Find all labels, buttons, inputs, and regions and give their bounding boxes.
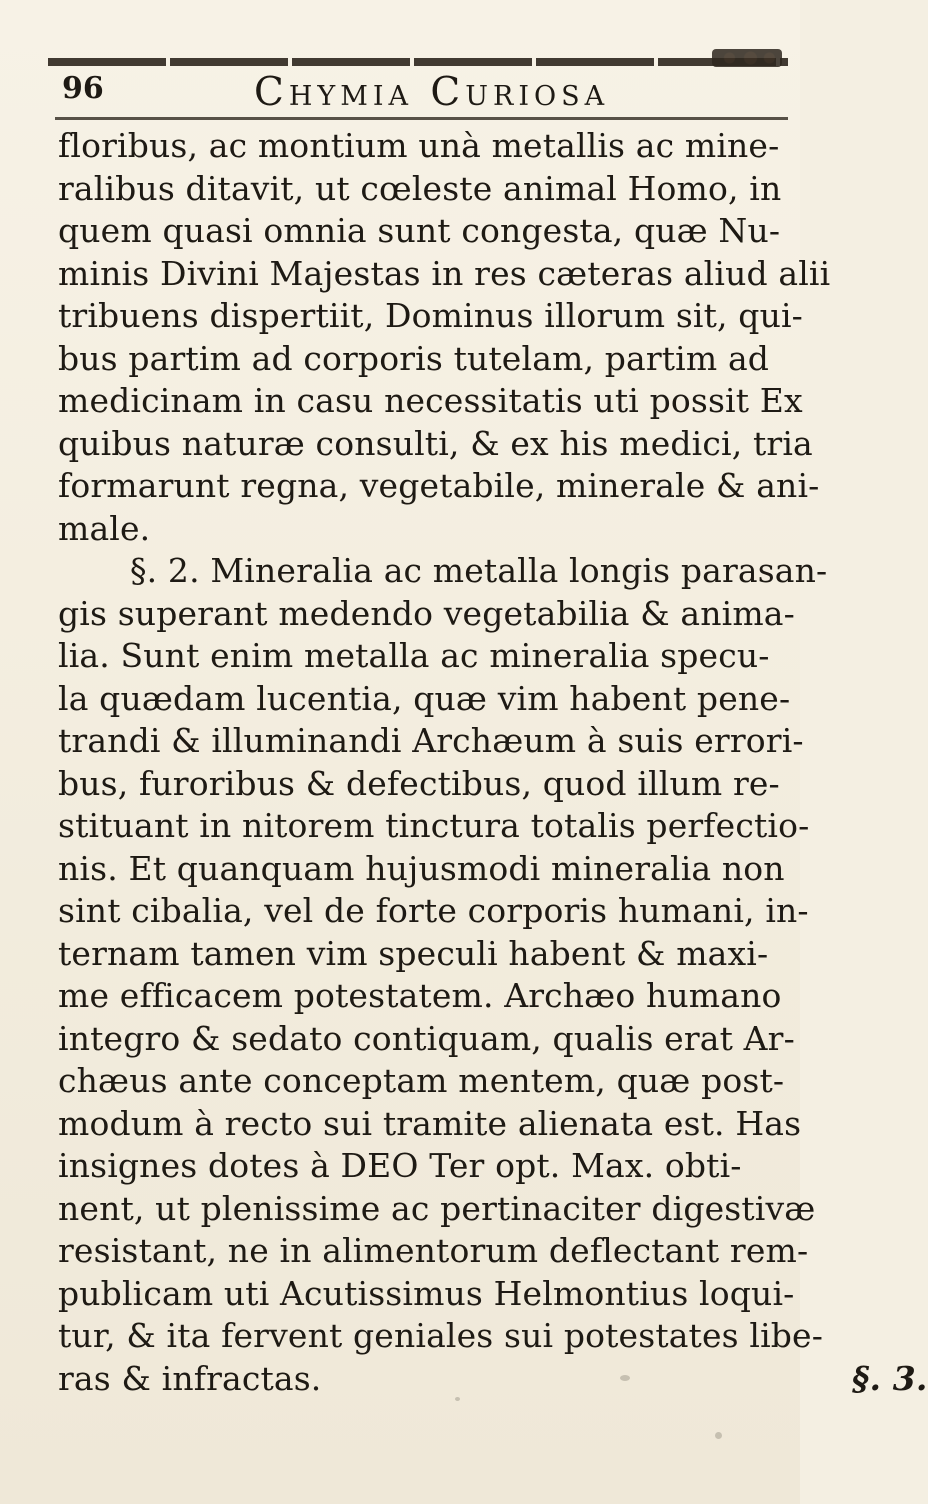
text-line: male.: [58, 508, 151, 548]
text-line: insignes dotes à DEO Ter opt. Max. obti-: [58, 1146, 742, 1185]
text-line: minis Divini Majestas in res cæteras aliud alii: [58, 253, 831, 293]
paper-speck: [715, 1432, 722, 1439]
text-line: quibus naturæ consulti, & ex his medici, tria: [58, 423, 813, 463]
text-line: nis. Et quanquam hujusmodi mineralia non: [58, 848, 785, 888]
text-line: bus partim ad corporis tutelam, partim ad: [58, 338, 770, 378]
text-line: formarunt regna, vegetabile, minerale & ani-: [58, 466, 820, 505]
text-line: quem quasi omnia sunt congesta, quæ Nu-: [58, 211, 781, 250]
catchword: §. 3.: [852, 1358, 928, 1398]
text-line: nent, ut plenissime ac pertinaciter digestivæ: [58, 1188, 816, 1228]
text-line: floribus, ac montium unà metallis ac mine-: [58, 126, 780, 165]
text-line: integro & sedato contiquam, qualis erat Ar-: [58, 1018, 795, 1058]
running-title: Chymia Curiosa: [254, 70, 610, 115]
text-line: stituant in nitorem tinctura totalis perfectio-: [58, 806, 810, 845]
paper-speck: [620, 1375, 630, 1381]
text-line: resistant, ne in alimentorum deflectant rem-: [58, 1231, 809, 1270]
text-line: tribuens dispertiit, Dominus illorum sit, qui-: [58, 296, 803, 335]
paper-speck: [455, 1397, 460, 1401]
text-line: modum à recto sui tramite alienata est. Has: [58, 1103, 802, 1143]
header-ornament: [712, 49, 782, 67]
text-line: la quædam lucentia, quæ vim habent pene-: [58, 678, 791, 718]
text-line: lia. Sunt enim metalla ac mineralia specu-: [58, 636, 770, 675]
main-text-block: [58, 125, 928, 1400]
text-line: ralibus ditavit, ut cœleste animal Homo, in: [58, 168, 782, 208]
text-line: sint cibalia, vel de forte corporis humani, in-: [58, 891, 809, 930]
text-line: ternam tamen vim speculi habent & maxi-: [58, 933, 769, 973]
text-line: medicinam in casu necessitatis uti possit Ex: [58, 381, 803, 420]
text-line: chæus ante conceptam mentem, quæ post-: [58, 1061, 785, 1100]
top-decorative-rule: [48, 58, 788, 66]
text-line: publicam uti Acutissimus Helmontius loqui-: [58, 1273, 795, 1313]
text-line: gis superant medendo vegetabilia & anima-: [58, 593, 795, 633]
text-line: bus, furoribus & defectibus, quod illum re-: [58, 763, 780, 803]
final-line-text: ras & infractas.: [58, 1358, 322, 1398]
text-line: me efficacem potestatem. Archæo humano: [58, 976, 782, 1015]
text-line: tur, & ita fervent geniales sui potestates libe-: [58, 1316, 824, 1355]
text-line: §. 2. Mineralia ac metalla longis parasan-: [130, 551, 828, 590]
text-line: [58, 1358, 928, 1401]
header-rule: [55, 117, 788, 120]
text-line: trandi & illuminandi Archæum à suis errori-: [58, 721, 804, 760]
page-number: 96: [62, 71, 104, 106]
